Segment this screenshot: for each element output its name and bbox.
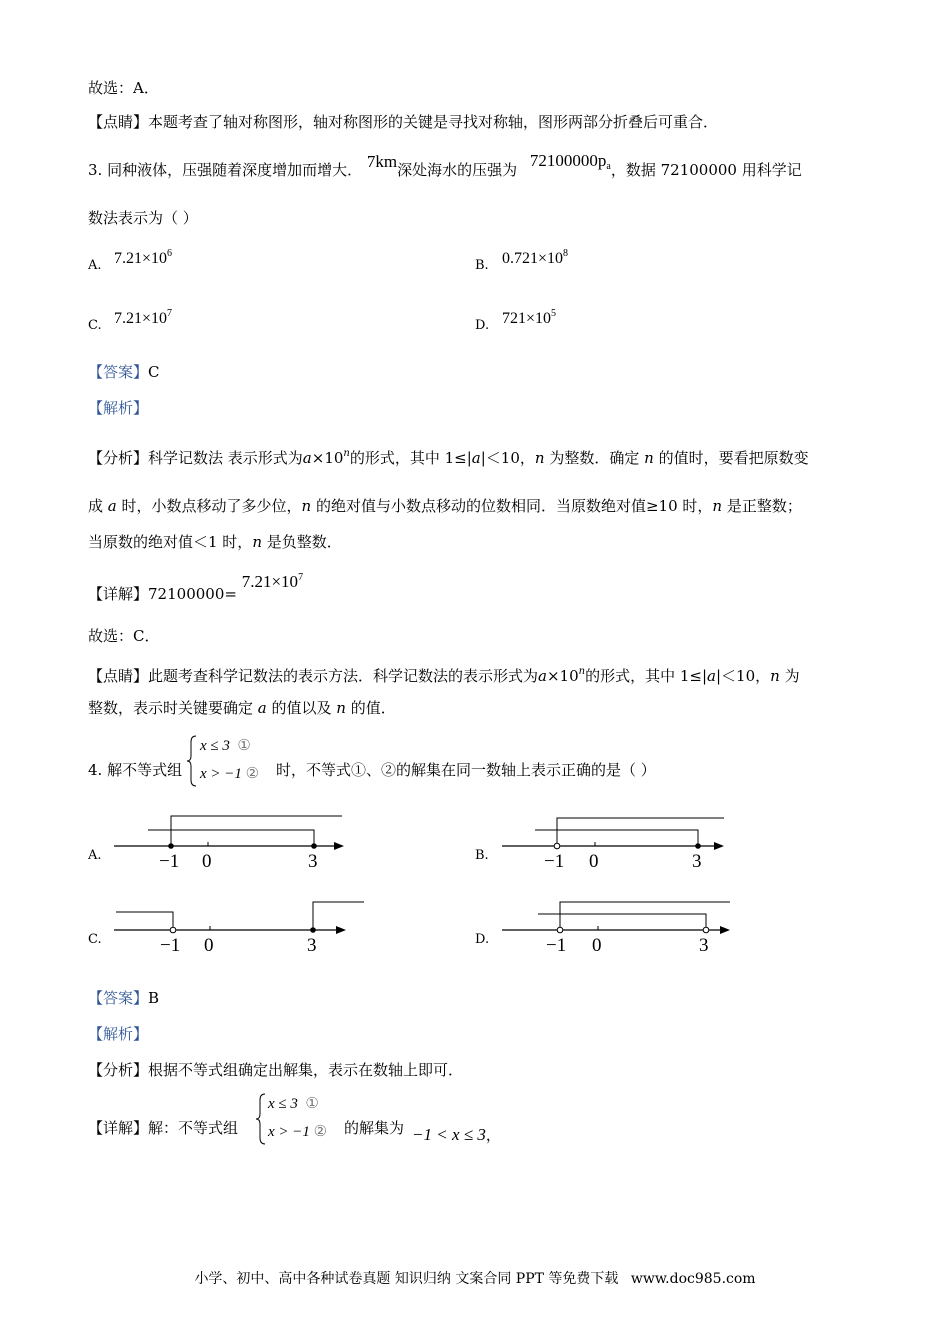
- q3-comment-line2: 整数，表示时关键要确定 a 的值以及 n 的值．: [88, 699, 396, 717]
- q3-stem-line1: [88, 151, 802, 186]
- q3-jiexi-tag: 【解析】: [88, 399, 149, 417]
- q3-stem-line2: [88, 208, 198, 228]
- comment-line: [88, 112, 718, 132]
- q4-analysis-line: 【分析】根据不等式组确定出解集，表示在数轴上即可．: [88, 1061, 464, 1079]
- q3-stem-part-c: ，数据 72100000 用科学记: [610, 161, 802, 179]
- q3-choice-line: 故选：C．: [88, 627, 160, 645]
- q3-pressure-value: 72100000: [529, 151, 598, 170]
- q4-detail-rest: 的解集为: [344, 1119, 405, 1137]
- q4-option-d-numberline: [498, 896, 738, 956]
- q4-option-a-numberline: [110, 812, 350, 872]
- q4-detail-brace: [255, 1092, 267, 1146]
- q3-stem-part-d: 数法表示为（ ）: [88, 209, 198, 227]
- choice-text: 故选：A．: [88, 79, 159, 97]
- svg-text:−1: −1: [546, 935, 567, 956]
- footer-url[interactable]: www.doc985.com: [630, 1271, 756, 1287]
- q3-comment-line1: 【点睛】此题考查科学记数法的表示方法．科学记数法的表示形式为$a\times 10^n$的形式，其中 1≤|a|＜10，n 为: [88, 666, 800, 685]
- q3-option-c-letter: C.: [88, 318, 102, 333]
- svg-text:−1: −1: [544, 851, 565, 872]
- q3-depth: 7km: [366, 152, 398, 171]
- q3-pressure-unit-sub: a: [606, 161, 611, 172]
- q3-analysis-line2: 成 a 时，小数点移动了多少位，n 的绝对值与小数点移动的位数相同．当原数绝对值≥10 时，n 是正整数；: [88, 497, 802, 515]
- svg-text:−1: −1: [160, 935, 181, 956]
- q3-option-c-value: $7.21\times 10^7$: [114, 308, 173, 327]
- svg-text:−1: −1: [159, 851, 180, 872]
- q4-option-b-numberline: [498, 812, 738, 872]
- svg-text:0: 0: [202, 851, 212, 872]
- q4-detail-ineq2: x > −1 ②: [268, 1124, 328, 1140]
- q3-stem-part-b: 深处海水的压强为: [397, 161, 518, 179]
- q4-jiexi-line: [88, 1024, 148, 1044]
- q3-jiexi-line: [88, 398, 148, 418]
- q3-stem-part-a: 3. 同种液体，压强随着深度增加而增大．: [88, 161, 363, 179]
- q4-option-a-letter: A.: [88, 848, 102, 863]
- q3-answer: C: [148, 363, 160, 381]
- q3-pressure-unit: p: [597, 151, 607, 170]
- q4-option-c-numberline: [110, 896, 370, 956]
- svg-text:3: 3: [308, 851, 318, 872]
- q4-option-c-letter: C.: [88, 932, 102, 947]
- q4-ineq2: x > −1 ②: [200, 766, 260, 782]
- svg-text:0: 0: [592, 935, 602, 956]
- q4-stem-label: 4. 解不等式组: [88, 761, 183, 779]
- q4-option-b-letter: B.: [475, 848, 489, 863]
- svg-text:0: 0: [589, 851, 599, 872]
- page-footer: [0, 1270, 950, 1288]
- footer-text: 小学、初中、高中各种试卷真题 知识归纳 文案合同 PPT 等免费下载: [194, 1271, 619, 1287]
- comment-tag: 【点睛】: [88, 113, 149, 131]
- q3-detail-exp: 7: [298, 572, 304, 583]
- q4-option-d-letter: D.: [475, 932, 490, 947]
- comment-text: 本题考查了轴对称图形，轴对称图形的关键是寻找对称轴，图形两部分折叠后可重合．: [148, 113, 719, 131]
- q4-detail-solution: −1 < x ≤ 3，: [412, 1125, 501, 1144]
- q3-option-b-letter: B.: [475, 258, 489, 273]
- svg-text:3: 3: [692, 851, 702, 872]
- q3-answer-tag: 【答案】: [88, 363, 149, 381]
- q3-option-d-letter: D.: [475, 318, 490, 333]
- q4-stem-rest: 时，不等式①、②的解集在同一数轴上表示正确的是（ ）: [276, 761, 656, 779]
- q3-detail-mantissa: 7.21×10: [241, 572, 299, 591]
- svg-text:0: 0: [204, 935, 214, 956]
- q3-option-b-value: $0.721\times 10^8$: [502, 248, 569, 267]
- q4-detail-ineq1: x ≤ 3 ①: [268, 1096, 319, 1112]
- q3-analysis-line3: 当原数的绝对值＜1 时，n 是负整数．: [88, 533, 342, 551]
- q3-option-d-value: $721\times 10^5$: [502, 308, 557, 327]
- q4-brace: [186, 734, 198, 788]
- q4-answer-line: [88, 988, 159, 1008]
- q3-analysis-line1: 【分析】科学记数法 表示形式为$a\times 10^n$的形式，其中 1≤|a|＜10，n 为整数．确定 n 的值时，要看把原数变: [88, 448, 809, 467]
- q4-answer-tag: 【答案】: [88, 989, 149, 1007]
- q3-answer-line: [88, 362, 160, 382]
- q4-detail-label: 【详解】解：不等式组: [88, 1119, 239, 1137]
- q4-answer: B: [148, 989, 160, 1007]
- svg-text:3: 3: [699, 935, 709, 956]
- q4-jiexi-tag: 【解析】: [88, 1025, 149, 1043]
- q4-ineq1: x ≤ 3 ①: [200, 738, 251, 754]
- q3-option-a-value: $7.21\times 10^6$: [114, 248, 173, 267]
- q3-detail-line: 【详解】$72100000= 7.21\times 10^7$: [88, 572, 304, 603]
- q3-option-a-letter: A.: [88, 258, 102, 273]
- choice-line: [88, 78, 159, 98]
- svg-text:3: 3: [307, 935, 317, 956]
